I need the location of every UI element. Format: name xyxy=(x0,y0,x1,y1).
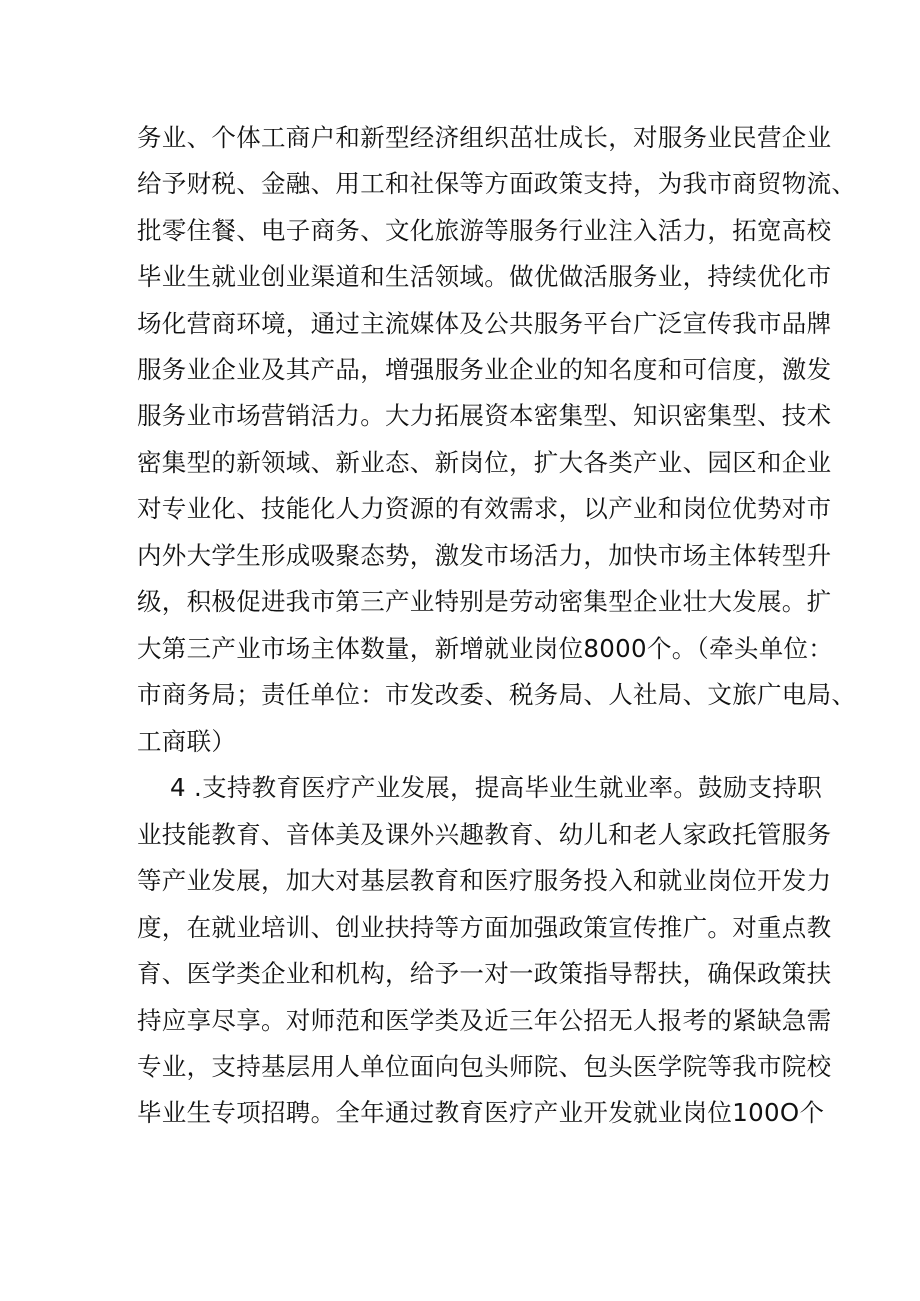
text-line: 等产业发展，加大对基层教育和医疗服务投入和就业岗位开发力 xyxy=(137,866,832,895)
text-line: 毕业生就业创业渠道和生活领域。做优做活服务业，持续优化市 xyxy=(137,262,832,291)
text-line: 场化营商环境，通过主流媒体及公共服务平台广泛宣传我市品牌 xyxy=(137,309,832,338)
text-line: 度，在就业培训、创业扶持等方面加强政策宣传推广。对重点教 xyxy=(137,913,832,942)
text-line: 内外大学生形成吸聚态势，激发市场活力，加快市场主体转型升 xyxy=(137,541,832,570)
text-line: 务业、个体工商户和新型经济组织茁壮成长，对服务业民营企业 xyxy=(137,123,832,152)
text-line: 对专业化、技能化人力资源的有效需求，以产业和岗位优势对市 xyxy=(137,494,832,523)
text-line: 育、医学类企业和机构，给予一对一政策指导帮扶，确保政策扶 xyxy=(137,959,832,988)
text-line: 持应享尽享。对师范和医学类及近三年公招无人报考的紧缺急需 xyxy=(137,1006,832,1035)
text-line: 级，积极促进我市第三产业特别是劳动密集型企业壮大发展。扩 xyxy=(137,587,832,616)
text-line: 市商务局；责任单位：市发改委、税务局、人社局、文旅广电局、 xyxy=(137,680,857,709)
text-line: 工商联） xyxy=(137,727,237,756)
section-heading-line: 4 .支持教育医疗产业发展，提高毕业生就业率。鼓励支持职 xyxy=(170,773,823,802)
text-line: 毕业生专项招聘。全年通过教育医疗产业开发就业岗位100O个 xyxy=(137,1098,825,1127)
text-line: 服务业企业及其产品，增强服务业企业的知名度和可信度，激发 xyxy=(137,355,832,384)
text-line: 业技能教育、音体美及课外兴趣教育、幼儿和老人家政托管服务 xyxy=(137,820,832,849)
text-line: 专业，支持基层用人单位面向包头师院、包头医学院等我市院校 xyxy=(137,1052,832,1081)
text-line: 批零住餐、电子商务、文化旅游等服务行业注入活力，拓宽高校 xyxy=(137,216,832,245)
text-line: 密集型的新领域、新业态、新岗位，扩大各类产业、园区和企业 xyxy=(137,448,832,477)
text-line: 给予财税、金融、用工和社保等方面政策支持，为我市商贸物流、 xyxy=(137,169,857,198)
text-line: 服务业市场营销活力。大力拓展资本密集型、知识密集型、技术 xyxy=(137,401,832,430)
text-line: 大第三产业市场主体数量，新增就业岗位8000个。（牵头单位： xyxy=(137,634,834,663)
